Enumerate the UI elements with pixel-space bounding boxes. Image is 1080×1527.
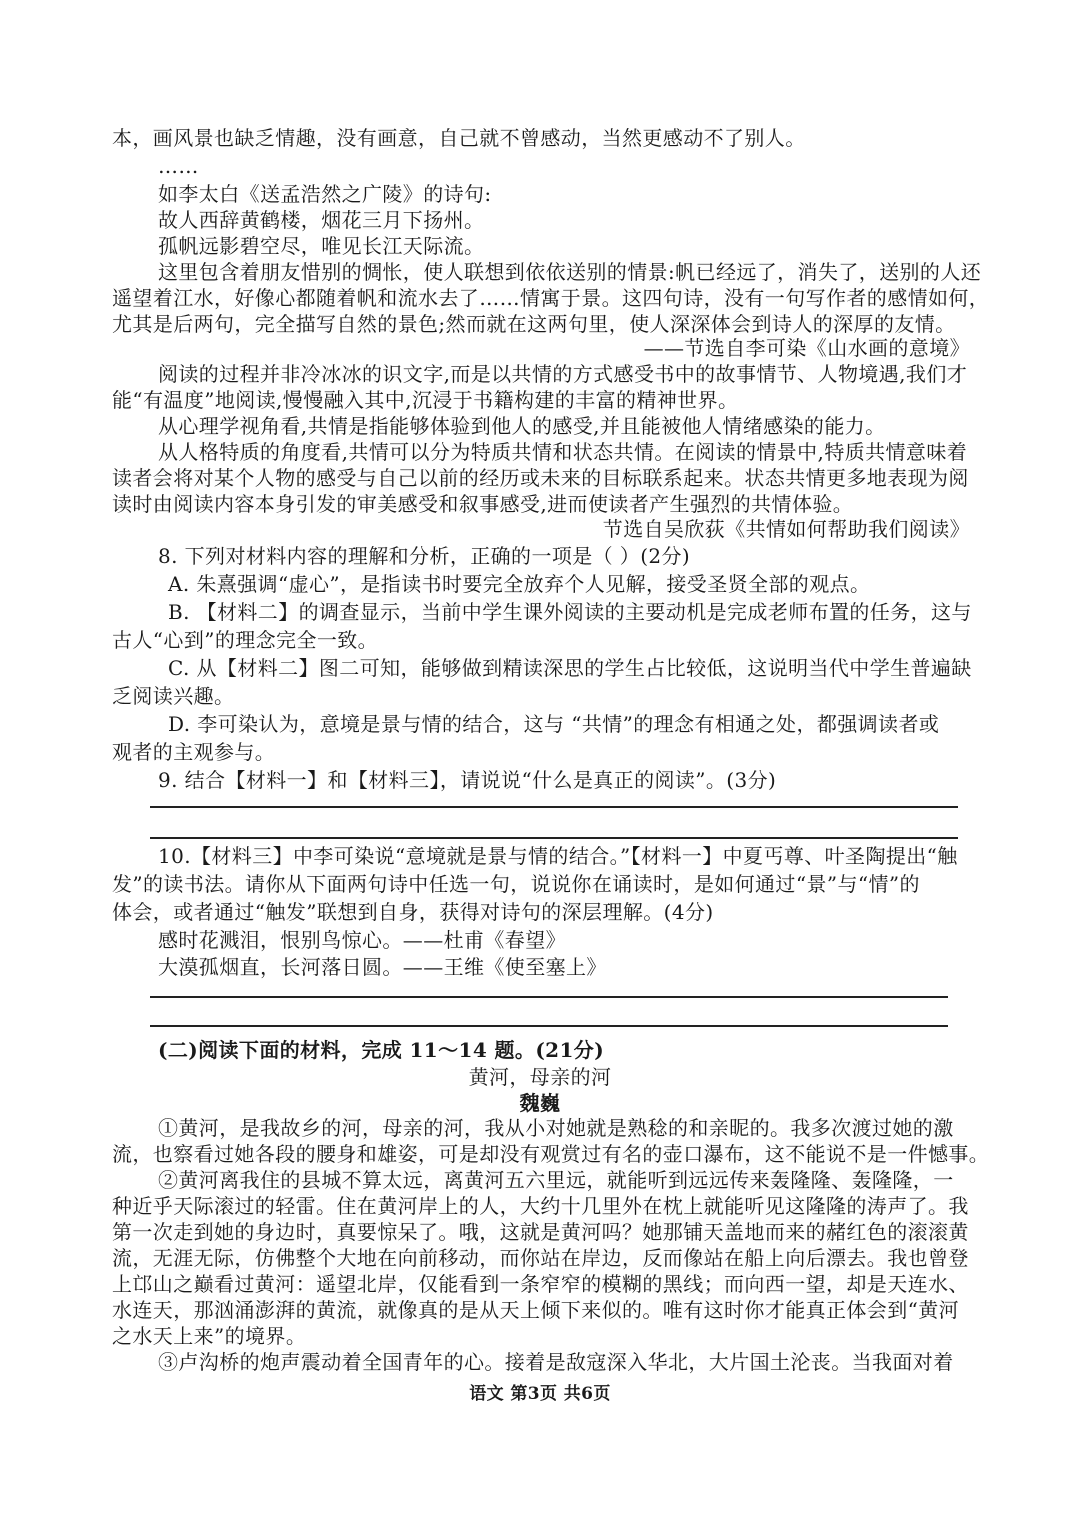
answer-line-q10-2 — [150, 1025, 948, 1027]
analysis-line-3: 尤其是后两句，完全描写自然的景色;然而就在这两句里，使人深深体会到诗人的深厚的友情。 — [112, 312, 956, 336]
paragraph-3-line-1: ③卢沟桥的炮声震动着全国青年的心。接着是敌寇深入华北，大片国土沦丧。当我面对着 — [158, 1350, 954, 1374]
material3-line-3: 从心理学视角看,共情是指能够体验到他人的感受,并且能被他人情绪感染的能力。 — [158, 414, 886, 438]
question-8-option-c-line-2: 乏阅读兴趣。 — [112, 684, 235, 708]
paragraph-1-line-1: ①黄河，是我故乡的河，母亲的河，我从小对她就是熟稔的和亲昵的。我多次渡过她的激 — [158, 1116, 954, 1140]
question-10-line-2: 发”的读书法。请你从下面两句诗中任选一句，说说你在诵读时，是如何通过“景”与“情”的 — [112, 872, 920, 896]
material3-line-5: 读者会将对某个人物的感受与自己以前的经历或未来的目标联系起来。状态共情更多地表现为阅 — [112, 466, 969, 490]
material3-line-6: 读时由阅读内容本身引发的审美感受和叙事感受,进而使读者产生强烈的共情体验。 — [112, 492, 854, 516]
ellipsis: …… — [158, 154, 199, 178]
continuation-line: 本，画风景也缺乏情趣，没有画意，自己就不曾感动，当然更感动不了别人。 — [112, 126, 806, 150]
paragraph-2-line-4: 流，无涯无际，仿佛整个大地在向前移动，而你站在岸边，反而像站在船上向后漂去。我也曾登 — [112, 1246, 969, 1270]
paragraph-1-line-2: 流，也察看过她各段的腰身和雄姿，可是却没有观赏过有名的壶口瀑布，这不能说不是一件憾事。 — [112, 1142, 990, 1166]
source-citation-1: ——节选自李可染《山水画的意境》 — [643, 336, 970, 360]
question-8-option-b-line-2: 古人“心到”的理念完全一致。 — [112, 628, 379, 652]
paragraph-2-line-5: 上邙山之巅看过黄河：遥望北岸，仅能看到一条窄窄的模糊的黑线；而向西一望，却是天连水、 — [112, 1272, 969, 1296]
question-10-poem-2: 大漠孤烟直，长河落日圆。——王维《使至塞上》 — [158, 955, 607, 979]
question-8-option-c-line-1: C. 从【材料二】图二可知，能够做到精读深思的学生占比较低，这说明当代中学生普遍缺 — [168, 656, 972, 680]
answer-line-q9-2 — [150, 837, 958, 839]
question-8-option-d-line-1: D. 李可染认为，意境是景与情的结合，这与 “共情”的理念有相通之处，都强调读者或 — [168, 712, 940, 736]
question-10-line-3: 体会，或者通过“触发”联想到自身，获得对诗句的深层理解。(4分) — [112, 900, 714, 924]
analysis-line-1: 这里包含着朋友惜别的惆怅，使人联想到依依送别的情景:帆已经远了，消失了，送别的人还 — [158, 260, 982, 284]
material3-line-4: 从人格特质的角度看,共情可以分为特质共情和状态共情。在阅读的情景中,特质共情意味着 — [158, 440, 968, 464]
question-10-poem-1: 感时花溅泪，恨别鸟惊心。——杜甫《春望》 — [158, 928, 566, 952]
paragraph-2-line-1: ②黄河离我住的县城不算太远，离黄河五六里远，就能听到远远传来轰隆隆、轰隆隆，一 — [158, 1168, 954, 1192]
question-8: 8. 下列对材料内容的理解和分析，正确的一项是（ ）(2分) — [158, 544, 691, 568]
question-8-option-d-line-2: 观者的主观参与。 — [112, 740, 276, 764]
article-author: 魏巍 — [519, 1091, 561, 1115]
answer-line-q9-1 — [150, 806, 958, 808]
material3-line-2: 能“有温度”地阅读,慢慢融入其中,沉浸于书籍构建的丰富的精神世界。 — [112, 388, 739, 412]
poem-intro: 如李太白《送孟浩然之广陵》的诗句: — [158, 182, 492, 206]
analysis-line-2: 遥望着江水，好像心都随着帆和流水去了……情寓于景。这四句诗，没有一句写作者的感情如何， — [112, 286, 990, 310]
paragraph-2-line-6: 水连天，那汹涌澎湃的黄流，就像真的是从天上倾下来似的。唯有这时你才能真正体会到“黄河 — [112, 1298, 960, 1322]
page-footer: 语文 第3页 共6页 — [469, 1384, 611, 1404]
paragraph-2-line-7: 之水天上来”的境界。 — [112, 1324, 307, 1348]
source-citation-2: 节选自吴欣荻《共情如何帮助我们阅读》 — [602, 517, 970, 541]
question-9: 9. 结合【材料一】和【材料三】，请说说“什么是真正的阅读”。(3分) — [158, 768, 777, 792]
question-8-option-a: A. 朱熹强调“虚心”，是指读书时要完全放弃个人见解，接受圣贤全部的观点。 — [168, 572, 871, 596]
article-title: 黄河，母亲的河 — [468, 1065, 612, 1089]
question-10-line-1: 10.【材料三】中李可染说“意境就是景与情的结合。”【材料一】中夏丐尊、叶圣陶提出“触 — [158, 844, 958, 868]
poem-line-2: 孤帆远影碧空尽，唯见长江天际流。 — [158, 234, 485, 258]
section-2-heading: (二)阅读下面的材料，完成 11～14 题。(21分) — [158, 1038, 605, 1062]
paragraph-2-line-2: 种近乎天际滚过的轻雷。住在黄河岸上的人，大约十几里外在枕上就能听见这隆隆的涛声了。我 — [112, 1194, 969, 1218]
answer-line-q10-1 — [150, 996, 948, 998]
material3-line-1: 阅读的过程并非冷冰冰的识文字,而是以共情的方式感受书中的故事情节、人物境遇,我们才 — [158, 362, 968, 386]
poem-line-1: 故人西辞黄鹤楼，烟花三月下扬州。 — [158, 208, 485, 232]
paragraph-2-line-3: 第一次走到她的身边时，真要惊呆了。哦，这就是黄河吗？她那铺天盖地而来的赭红色的滚滚黄 — [112, 1220, 969, 1244]
question-8-option-b-line-1: B. 【材料二】的调查显示，当前中学生课外阅读的主要动机是完成老师布置的任务，这与 — [168, 600, 972, 624]
